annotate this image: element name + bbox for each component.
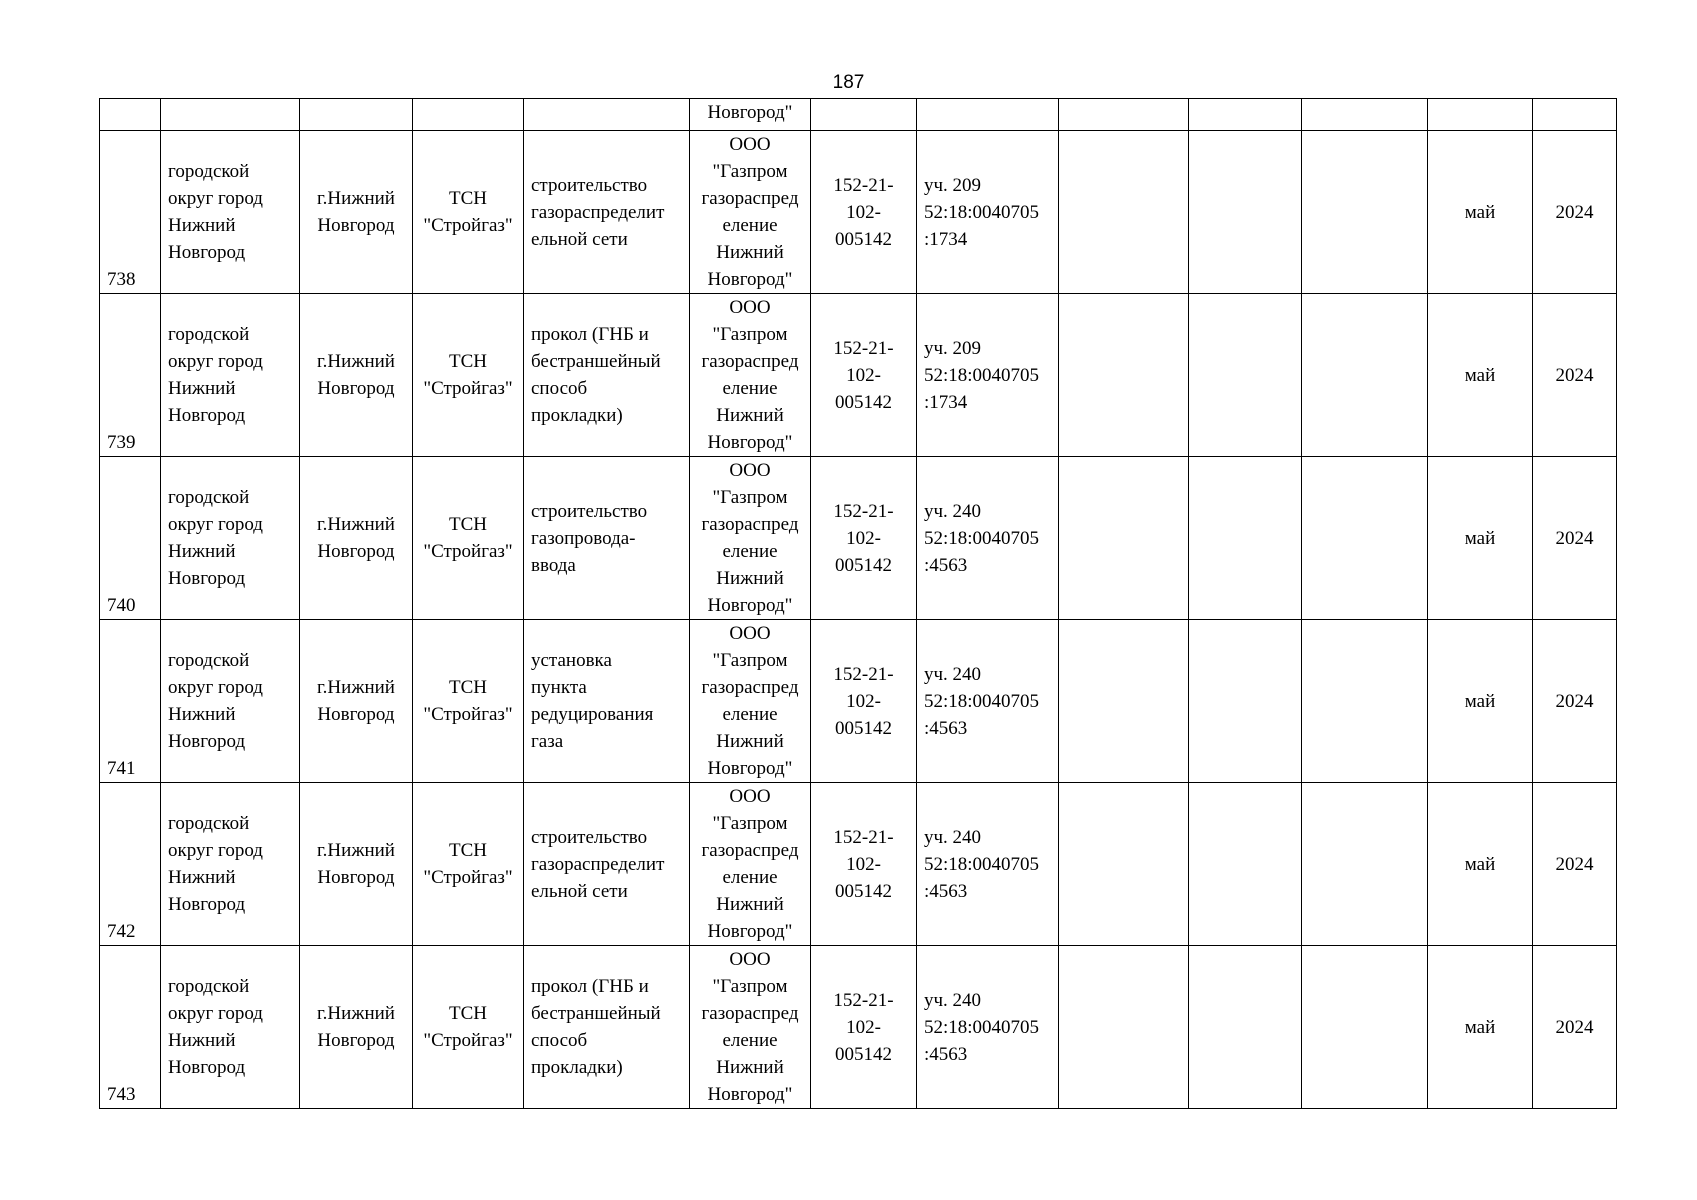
organization-cell	[690, 620, 811, 783]
cell-line: Нижний	[168, 867, 236, 888]
cell-line: "Газпром	[712, 487, 788, 508]
municipality-cell	[161, 783, 300, 946]
cell-line: 005142	[835, 228, 892, 250]
cell-line: "Стройгаз"	[423, 1030, 513, 1051]
cell-line: Нижний	[168, 215, 236, 236]
territory-cell	[413, 457, 524, 620]
cell-line: 005142	[835, 717, 892, 739]
cell-line: уч. 240	[924, 500, 982, 522]
settlement-cell	[300, 457, 413, 620]
cell-line: Нижний	[168, 1030, 236, 1051]
cell-line: редуцирования	[531, 704, 654, 725]
parcel-cell	[917, 620, 1059, 783]
cell-line: Новгород	[317, 541, 395, 562]
cell-line: ТСН	[449, 677, 487, 698]
cell-line: Нижний	[716, 568, 784, 589]
cell-line: 52:18:0040705	[924, 527, 1040, 549]
cell-line: 152-21-	[833, 337, 894, 359]
parcel-cell	[917, 457, 1059, 620]
cell-line: округ город	[168, 677, 263, 698]
cell-line: округ город	[168, 514, 263, 535]
cell-line: городской	[168, 324, 250, 345]
cell-line: Нижний	[716, 894, 784, 915]
cell-line: ельной сети	[531, 228, 628, 250]
settlement-cell	[300, 131, 413, 294]
cell-line: Новгород	[317, 1030, 395, 1051]
month-cell: май	[1428, 946, 1533, 1109]
table-row	[100, 294, 1617, 457]
settlement-cell	[300, 620, 413, 783]
cell-line: Новгород	[168, 731, 246, 752]
cell-line: 152-21-	[833, 826, 894, 848]
cell-empty	[1189, 294, 1302, 457]
cell-line: округ город	[168, 188, 263, 209]
cell-line: 005142	[835, 391, 892, 413]
organization-cell	[690, 131, 811, 294]
cell-line: :4563	[924, 880, 968, 902]
settlement-cell	[300, 783, 413, 946]
cell-line: ТСН	[449, 1003, 487, 1024]
cell-line: еление	[722, 541, 778, 562]
cell-line: г.Нижний	[317, 677, 395, 698]
cell-line: газораспред	[701, 188, 799, 209]
cell-line: Нижний	[716, 405, 784, 426]
cell-empty	[1533, 99, 1617, 131]
cell-line: городской	[168, 161, 250, 182]
cell-empty	[1189, 946, 1302, 1109]
cell-empty	[1302, 946, 1428, 1109]
cell-line: пункта	[531, 677, 587, 698]
cell-line: городской	[168, 487, 250, 508]
cell-line: 102-	[846, 1016, 881, 1038]
work-type-cell	[524, 294, 690, 457]
cell-line: округ город	[168, 1003, 263, 1024]
register-table	[99, 98, 1617, 1109]
cell-line: ТСН	[449, 514, 487, 535]
organization-cell	[690, 783, 811, 946]
cell-line: 152-21-	[833, 174, 894, 196]
year-cell: 2024	[1533, 294, 1617, 457]
cell-line: Новгород	[168, 894, 246, 915]
cell-empty	[100, 99, 161, 131]
parcel-cell	[917, 131, 1059, 294]
year-cell: 2024	[1533, 131, 1617, 294]
cell-line: 005142	[835, 554, 892, 576]
code-cell	[811, 131, 917, 294]
settlement-cell	[300, 946, 413, 1109]
organization-cell	[690, 294, 811, 457]
cell-empty	[1302, 294, 1428, 457]
table-row	[100, 783, 1617, 946]
cell-line: Новгород	[168, 1057, 246, 1078]
organization-cell	[690, 457, 811, 620]
year-cell: 2024	[1533, 620, 1617, 783]
cell-empty	[1302, 131, 1428, 294]
cell-line: г.Нижний	[317, 351, 395, 372]
cell-line: :4563	[924, 717, 968, 739]
cell-line: "Газпром	[712, 813, 788, 834]
cell-line: городской	[168, 813, 250, 834]
cell-line: газа	[531, 731, 564, 752]
settlement-cell	[300, 294, 413, 457]
code-cell	[811, 457, 917, 620]
cell-line: Нижний	[168, 378, 236, 399]
cell-line: газораспред	[701, 840, 799, 861]
year-cell: 2024	[1533, 946, 1617, 1109]
cell-line: газораспределит	[531, 201, 665, 223]
cell-line: ООО	[729, 297, 771, 318]
cell-empty	[1059, 131, 1189, 294]
cell-line: Новгород"	[707, 269, 793, 290]
cell-line: газораспред	[701, 677, 799, 698]
parcel-cell	[917, 783, 1059, 946]
cell-empty	[413, 99, 524, 131]
cell-line: установка	[531, 650, 612, 671]
cell-empty	[300, 99, 413, 131]
cell-line: 152-21-	[833, 663, 894, 685]
cell-line: Нижний	[716, 1057, 784, 1078]
cell-line: "Стройгаз"	[423, 378, 513, 399]
cell-empty	[1059, 620, 1189, 783]
continuation-organization: Новгород"	[690, 99, 811, 131]
year-cell: 2024	[1533, 457, 1617, 620]
table-row	[100, 131, 1617, 294]
row-number: 739	[100, 294, 161, 457]
cell-line: "Стройгаз"	[423, 541, 513, 562]
cell-line: Нижний	[168, 541, 236, 562]
row-number: 742	[100, 783, 161, 946]
cell-line: прокол (ГНБ и	[531, 976, 649, 997]
cell-line: ООО	[729, 623, 771, 644]
cell-line: уч. 240	[924, 826, 982, 848]
month-cell: май	[1428, 131, 1533, 294]
cell-line: Нижний	[716, 242, 784, 263]
cell-line: строительство	[531, 826, 648, 848]
cell-line: уч. 209	[924, 174, 982, 196]
parcel-cell	[917, 946, 1059, 1109]
cell-empty	[161, 99, 300, 131]
cell-line: бестраншейный	[531, 351, 661, 372]
municipality-cell	[161, 294, 300, 457]
continuation-row	[100, 99, 1617, 131]
cell-line: :4563	[924, 1043, 968, 1065]
cell-line: ТСН	[449, 840, 487, 861]
cell-line: Новгород	[317, 867, 395, 888]
month-cell: май	[1428, 620, 1533, 783]
cell-line: 52:18:0040705	[924, 201, 1040, 223]
cell-line: 102-	[846, 201, 881, 223]
cell-empty	[1428, 99, 1533, 131]
table-body	[100, 99, 1617, 1109]
cell-line: 102-	[846, 364, 881, 386]
cell-line: 52:18:0040705	[924, 1016, 1040, 1038]
cell-line: 005142	[835, 1043, 892, 1065]
page-number: 187	[832, 72, 865, 93]
cell-line: ООО	[729, 786, 771, 807]
cell-line: прокол (ГНБ и	[531, 324, 649, 345]
cell-line: "Газпром	[712, 976, 788, 997]
cell-empty	[1302, 99, 1428, 131]
cell-line: прокладки)	[531, 405, 623, 426]
cell-line: 52:18:0040705	[924, 853, 1040, 875]
cell-empty	[1059, 946, 1189, 1109]
cell-line: Новгород"	[707, 595, 793, 616]
cell-line: г.Нижний	[317, 840, 395, 861]
cell-line: г.Нижний	[317, 188, 395, 209]
cell-line: 52:18:0040705	[924, 690, 1040, 712]
municipality-cell	[161, 946, 300, 1109]
cell-empty	[1302, 783, 1428, 946]
cell-line: 152-21-	[833, 500, 894, 522]
cell-empty	[524, 99, 690, 131]
cell-line: :1734	[924, 391, 968, 413]
code-cell	[811, 294, 917, 457]
territory-cell	[413, 294, 524, 457]
cell-line: округ город	[168, 840, 263, 861]
territory-cell	[413, 946, 524, 1109]
municipality-cell	[161, 131, 300, 294]
work-type-cell	[524, 620, 690, 783]
month-cell: май	[1428, 294, 1533, 457]
municipality-cell	[161, 457, 300, 620]
cell-empty	[1059, 783, 1189, 946]
territory-cell	[413, 131, 524, 294]
table-row	[100, 620, 1617, 783]
code-cell	[811, 946, 917, 1109]
table-row	[100, 457, 1617, 620]
cell-line: способ	[531, 1030, 588, 1051]
cell-line: способ	[531, 378, 588, 399]
cell-line: ввода	[531, 554, 576, 576]
cell-empty	[917, 99, 1059, 131]
cell-line: еление	[722, 215, 778, 236]
cell-line: Новгород	[168, 568, 246, 589]
cell-line: Новгород	[317, 378, 395, 399]
cell-line: ТСН	[449, 351, 487, 372]
cell-line: строительство	[531, 174, 648, 196]
cell-line: прокладки)	[531, 1057, 623, 1078]
cell-empty	[1189, 783, 1302, 946]
cell-empty	[1189, 131, 1302, 294]
month-cell: май	[1428, 783, 1533, 946]
cell-line: "Стройгаз"	[423, 704, 513, 725]
cell-line: уч. 209	[924, 337, 982, 359]
cell-line: еление	[722, 867, 778, 888]
cell-line: ТСН	[449, 188, 487, 209]
cell-line: газораспред	[701, 1003, 799, 1024]
organization-cell	[690, 946, 811, 1109]
work-type-cell	[524, 946, 690, 1109]
cell-line: бестраншейный	[531, 1003, 661, 1024]
cell-line: еление	[722, 1030, 778, 1051]
cell-line: Новгород	[317, 704, 395, 725]
cell-line: "Газпром	[712, 324, 788, 345]
parcel-cell	[917, 294, 1059, 457]
cell-line: строительство	[531, 500, 648, 522]
cell-line: газораспред	[701, 351, 799, 372]
territory-cell	[413, 620, 524, 783]
work-type-cell	[524, 783, 690, 946]
cell-line: "Газпром	[712, 650, 788, 671]
cell-empty	[1059, 99, 1189, 131]
cell-line: уч. 240	[924, 663, 982, 685]
cell-line: газораспред	[701, 514, 799, 535]
row-number: 743	[100, 946, 161, 1109]
cell-line: Нижний	[716, 731, 784, 752]
row-number: 740	[100, 457, 161, 620]
cell-line: газораспределит	[531, 853, 665, 875]
cell-line: г.Нижний	[317, 514, 395, 535]
cell-line: газопровода-	[531, 527, 636, 549]
cell-empty	[1059, 294, 1189, 457]
cell-line: 152-21-	[833, 989, 894, 1011]
code-cell	[811, 783, 917, 946]
cell-line: Нижний	[168, 704, 236, 725]
year-cell: 2024	[1533, 783, 1617, 946]
cell-line: г.Нижний	[317, 1003, 395, 1024]
cell-line: "Стройгаз"	[423, 867, 513, 888]
cell-line: 102-	[846, 853, 881, 875]
cell-line: городской	[168, 976, 250, 997]
cell-line: ООО	[729, 134, 771, 155]
cell-empty	[1059, 457, 1189, 620]
cell-empty	[1189, 99, 1302, 131]
cell-line: ООО	[729, 460, 771, 481]
code-cell	[811, 620, 917, 783]
cell-line: 005142	[835, 880, 892, 902]
cell-line: 52:18:0040705	[924, 364, 1040, 386]
cell-line: 102-	[846, 527, 881, 549]
cell-line: Новгород"	[707, 1084, 793, 1105]
cell-line: округ город	[168, 351, 263, 372]
row-number: 738	[100, 131, 161, 294]
cell-empty	[1302, 620, 1428, 783]
cell-line: городской	[168, 650, 250, 671]
cell-empty	[1189, 620, 1302, 783]
work-type-cell	[524, 131, 690, 294]
row-number: 741	[100, 620, 161, 783]
cell-line: еление	[722, 378, 778, 399]
cell-line: "Стройгаз"	[423, 215, 513, 236]
work-type-cell	[524, 457, 690, 620]
table-row	[100, 946, 1617, 1109]
cell-line: еление	[722, 704, 778, 725]
cell-empty	[811, 99, 917, 131]
municipality-cell	[161, 620, 300, 783]
cell-line: :4563	[924, 554, 968, 576]
cell-line: уч. 240	[924, 989, 982, 1011]
cell-line: 102-	[846, 690, 881, 712]
cell-line: Новгород"	[707, 758, 793, 779]
territory-cell	[413, 783, 524, 946]
cell-line: Новгород"	[707, 921, 793, 942]
cell-line: "Газпром	[712, 161, 788, 182]
cell-empty	[1189, 457, 1302, 620]
cell-line: Новгород"	[707, 432, 793, 453]
cell-empty	[1302, 457, 1428, 620]
cell-line: Новгород	[317, 215, 395, 236]
cell-line: :1734	[924, 228, 968, 250]
cell-line: Новгород	[168, 242, 246, 263]
month-cell: май	[1428, 457, 1533, 620]
cell-line: ельной сети	[531, 880, 628, 902]
cell-line: ООО	[729, 949, 771, 970]
cell-line: Новгород	[168, 405, 246, 426]
